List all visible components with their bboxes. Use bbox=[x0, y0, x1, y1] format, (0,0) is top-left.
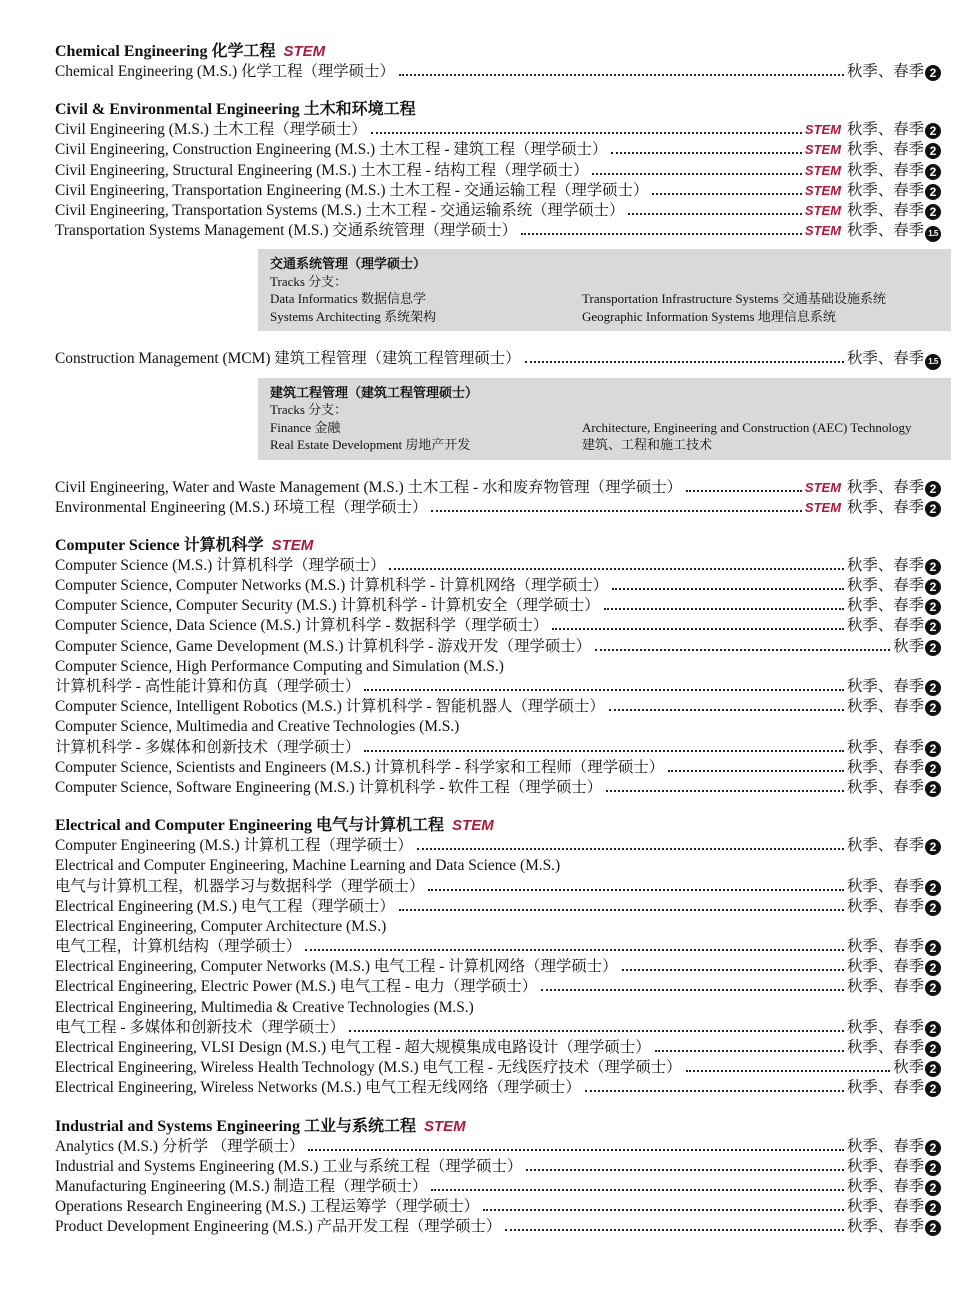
dot-leader bbox=[604, 608, 844, 610]
program-row: Computer Science, Data Science (M.S.) 计算机科学 - 数据科学（理学硕士） 秋季、春季 2 bbox=[55, 616, 941, 636]
duration-badge: 2 bbox=[925, 579, 941, 595]
stem-tag: STEM bbox=[271, 536, 314, 554]
program-row: 电气工程，计算机结构（理学硕士） 秋季、春季 2 bbox=[55, 937, 941, 957]
duration-badge: 2 bbox=[925, 1081, 941, 1097]
duration-badge: 2 bbox=[925, 839, 941, 855]
program-row: 电气与计算机工程，机器学习与数据科学（理学硕士） 秋季、春季 2 bbox=[55, 877, 941, 897]
tracks-box-construction: 建筑工程管理（建筑工程管理硕士） Tracks 分支： Finance 金融 Real Estate Development 房地产开发 Architecture, Engineering and Construction (AEC) Technology 建筑、工程和施工技术 bbox=[258, 378, 951, 460]
program-row: Civil Engineering, Transportation Systems (M.S.) 土木工程 - 交通运输系统（理学硕士） STEM 秋季、春季 2 bbox=[55, 201, 941, 221]
program-row: Transportation Systems Management (M.S.) 交通系统管理（理学硕士） STEM 秋季、春季 1.5 bbox=[55, 221, 941, 241]
program-row: Computer Engineering (M.S.) 计算机工程（理学硕士） 秋季、春季 2 bbox=[55, 836, 941, 856]
dot-leader bbox=[541, 989, 844, 991]
duration-badge: 2 bbox=[925, 781, 941, 797]
dot-leader bbox=[686, 1070, 891, 1072]
section-heading: Electrical and Computer Engineering 电气与计算机工程 STEM bbox=[55, 817, 494, 835]
program-row: Industrial and Systems Engineering (M.S.) 工业与系统工程（理学硕士） 秋季、春季 2 bbox=[55, 1157, 941, 1177]
dot-leader bbox=[505, 1229, 844, 1231]
duration-badge: 1.5 bbox=[925, 226, 941, 242]
duration-badge: 2 bbox=[925, 619, 941, 635]
duration-badge: 2 bbox=[925, 559, 941, 575]
program-list bbox=[55, 42, 941, 1256]
program-row: Computer Science, Software Engineering (M.S.) 计算机科学 - 软件工程（理学硕士） 秋季、春季 2 bbox=[55, 778, 941, 798]
dot-leader bbox=[431, 1189, 844, 1191]
stem-tag: STEM bbox=[804, 479, 842, 495]
stem-tag: STEM bbox=[804, 162, 842, 178]
dot-leader bbox=[521, 233, 802, 235]
dot-leader bbox=[364, 750, 844, 752]
dot-leader bbox=[305, 949, 844, 951]
stem-tag: STEM bbox=[804, 182, 842, 198]
dot-leader bbox=[628, 213, 801, 215]
dot-leader bbox=[371, 132, 802, 134]
dot-leader bbox=[609, 709, 844, 711]
duration-badge: 2 bbox=[925, 761, 941, 777]
program-row: Electrical Engineering, Computer Architecture (M.S.) bbox=[55, 917, 387, 935]
program-row: Computer Science, Computer Networks (M.S.) 计算机科学 - 计算机网络（理学硕士） 秋季、春季 2 bbox=[55, 576, 941, 596]
duration-badge: 2 bbox=[925, 204, 941, 220]
program-row: Electrical Engineering, Electric Power (M.S.) 电气工程 - 电力（理学硕士） 秋季、春季 2 bbox=[55, 977, 941, 997]
program-row: 计算机科学 - 高性能计算和仿真（理学硕士） 秋季、春季 2 bbox=[55, 677, 941, 697]
duration-badge: 2 bbox=[925, 1021, 941, 1037]
program-row: Chemical Engineering (M.S.) 化学工程（理学硕士） 秋季、春季 2 bbox=[55, 62, 941, 82]
program-row: Computer Science, Scientists and Engineers (M.S.) 计算机科学 - 科学家和工程师（理学硕士） 秋季、春季 2 bbox=[55, 758, 941, 778]
dot-leader bbox=[668, 770, 844, 772]
dot-leader bbox=[686, 490, 802, 492]
section-heading: Chemical Engineering 化学工程 STEM bbox=[55, 43, 326, 60]
program-row: Computer Science, High Performance Computing and Simulation (M.S.) bbox=[55, 657, 504, 675]
duration-badge: 2 bbox=[925, 640, 941, 656]
dot-leader bbox=[483, 1209, 844, 1211]
program-row: 电气工程 - 多媒体和创新技术（理学硕士） 秋季、春季 2 bbox=[55, 1018, 941, 1038]
stem-tag: STEM bbox=[804, 122, 842, 138]
duration-badge: 2 bbox=[925, 1140, 941, 1156]
stem-tag: STEM bbox=[423, 1117, 466, 1135]
section-heading: Industrial and Systems Engineering 工业与系统工程 STEM bbox=[55, 1117, 466, 1135]
duration-badge: 2 bbox=[925, 184, 941, 200]
duration-badge: 2 bbox=[925, 123, 941, 139]
program-row: 计算机科学 - 多媒体和创新技术（理学硕士） 秋季、春季 2 bbox=[55, 738, 941, 758]
dot-leader bbox=[525, 361, 844, 363]
duration-badge: 2 bbox=[925, 501, 941, 517]
stem-tag: STEM bbox=[452, 817, 494, 835]
program-row: Electrical Engineering, Wireless Health Technology (M.S.) 电气工程 - 无线医疗技术（理学硕士） 秋季 2 bbox=[55, 1058, 941, 1078]
duration-badge: 2 bbox=[925, 980, 941, 996]
duration-badge: 2 bbox=[925, 700, 941, 716]
program-row: Electrical Engineering, Wireless Networks (M.S.) 电气工程无线网络（理学硕士） 秋季、春季 2 bbox=[55, 1078, 941, 1098]
dot-leader bbox=[552, 628, 844, 630]
duration-badge: 2 bbox=[925, 880, 941, 896]
dot-leader bbox=[612, 588, 844, 590]
program-row: Civil Engineering, Water and Waste Management (M.S.) 土木工程 - 水和废弃物管理（理学硕士） STEM 秋季、春季 2 bbox=[55, 478, 941, 498]
duration-badge: 2 bbox=[925, 481, 941, 497]
dot-leader bbox=[389, 568, 844, 570]
duration-badge: 2 bbox=[925, 1220, 941, 1236]
program-row: Product Development Engineering (M.S.) 产品开发工程（理学硕士） 秋季、春季 2 bbox=[55, 1217, 941, 1237]
duration-badge: 2 bbox=[925, 1061, 941, 1077]
dot-leader bbox=[652, 193, 802, 195]
dot-leader bbox=[399, 74, 844, 76]
duration-badge: 2 bbox=[925, 741, 941, 757]
program-row: Electrical Engineering, Computer Networks (M.S.) 电气工程 - 计算机网络（理学硕士） 秋季、春季 2 bbox=[55, 957, 941, 977]
dot-leader bbox=[611, 152, 802, 154]
stem-tag: STEM bbox=[804, 223, 842, 239]
duration-badge: 2 bbox=[925, 1041, 941, 1057]
tracks-box-transportation: 交通系统管理（理学硕士） Tracks 分支： Data Informatics 数据信息学 Systems Architecting 系统架构 Transportation Infrastructure Systems 交通基础设施系统 Geographic Information Systems 地理信息系统 bbox=[258, 249, 951, 331]
program-row: Computer Science, Computer Security (M.S.) 计算机科学 - 计算机安全（理学硕士） 秋季、春季 2 bbox=[55, 596, 941, 616]
dot-leader bbox=[399, 909, 844, 911]
section-industrial-systems-engineering bbox=[55, 1117, 941, 1238]
section-electrical-computer-engineering bbox=[55, 816, 941, 1098]
duration-badge: 2 bbox=[925, 940, 941, 956]
program-row: Civil Engineering, Structural Engineering (M.S.) 土木工程 - 结构工程（理学硕士） STEM 秋季、春季 2 bbox=[55, 161, 941, 181]
section-heading: Computer Science 计算机科学 STEM bbox=[55, 536, 314, 554]
duration-badge: 2 bbox=[925, 680, 941, 696]
dot-leader bbox=[364, 689, 844, 691]
program-row: Electrical Engineering (M.S.) 电气工程（理学硕士） 秋季、春季 2 bbox=[55, 897, 941, 917]
program-row: Computer Science, Game Development (M.S.) 计算机科学 - 游戏开发（理学硕士） 秋季 2 bbox=[55, 637, 941, 657]
section-civil-environmental bbox=[55, 100, 941, 518]
dot-leader bbox=[428, 889, 844, 891]
duration-badge: 2 bbox=[925, 164, 941, 180]
program-row: Manufacturing Engineering (M.S.) 制造工程（理学硕士） 秋季、春季 2 bbox=[55, 1177, 941, 1197]
duration-badge: 2 bbox=[925, 960, 941, 976]
dot-leader bbox=[592, 173, 801, 175]
program-row: Civil Engineering (M.S.) 土木工程（理学硕士） STEM 秋季、春季 2 bbox=[55, 120, 941, 140]
duration-badge: 2 bbox=[925, 1160, 941, 1176]
program-row: Construction Management (MCM) 建筑工程管理（建筑工程管理硕士） 秋季、春季 1.5 bbox=[55, 349, 941, 369]
program-row: Computer Science, Intelligent Robotics (M.S.) 计算机科学 - 智能机器人（理学硕士） 秋季、春季 2 bbox=[55, 697, 941, 717]
program-row: Civil Engineering, Transportation Engineering (M.S.) 土木工程 - 交通运输工程（理学硕士） STEM 秋季、春季 2 bbox=[55, 181, 941, 201]
section-chemical-engineering bbox=[55, 42, 941, 82]
dot-leader bbox=[349, 1030, 844, 1032]
duration-badge: 2 bbox=[925, 143, 941, 159]
duration-badge: 2 bbox=[925, 65, 941, 81]
dot-leader bbox=[526, 1169, 844, 1171]
dot-leader bbox=[622, 969, 845, 971]
stem-tag: STEM bbox=[804, 202, 842, 218]
stem-tag: STEM bbox=[804, 142, 842, 158]
dot-leader bbox=[431, 510, 802, 512]
program-row: Operations Research Engineering (M.S.) 工程运筹学（理学硕士） 秋季、春季 2 bbox=[55, 1197, 941, 1217]
program-row: Computer Science, Multimedia and Creative Technologies (M.S.) bbox=[55, 718, 460, 736]
program-row: Computer Science (M.S.) 计算机科学（理学硕士） 秋季、春季 2 bbox=[55, 556, 941, 576]
program-row: Analytics (M.S.) 分析学 （理学硕士） 秋季、春季 2 bbox=[55, 1137, 941, 1157]
program-row: Electrical and Computer Engineering, Machine Learning and Data Science (M.S.) bbox=[55, 857, 561, 875]
program-row: Environmental Engineering (M.S.) 环境工程（理学硕士） STEM 秋季、春季 2 bbox=[55, 498, 941, 518]
duration-badge: 2 bbox=[925, 1200, 941, 1216]
section-heading: Civil & Environmental Engineering 土木和环境工程 bbox=[55, 101, 416, 119]
program-row: Civil Engineering, Construction Engineering (M.S.) 土木工程 - 建筑工程（理学硕士） STEM 秋季、春季 2 bbox=[55, 140, 941, 160]
dot-leader bbox=[417, 848, 844, 850]
program-row: Electrical Engineering, VLSI Design (M.S.) 电气工程 - 超大规模集成电路设计（理学硕士） 秋季、春季 2 bbox=[55, 1038, 941, 1058]
dot-leader bbox=[606, 790, 844, 792]
section-computer-science bbox=[55, 536, 941, 798]
program-row: Electrical Engineering, Multimedia & Creative Technologies (M.S.) bbox=[55, 998, 474, 1016]
stem-tag: STEM bbox=[283, 43, 326, 60]
duration-badge: 2 bbox=[925, 599, 941, 615]
duration-badge: 2 bbox=[925, 1180, 941, 1196]
dot-leader bbox=[595, 649, 890, 651]
dot-leader bbox=[655, 1050, 844, 1052]
duration-badge: 1.5 bbox=[925, 354, 941, 370]
dot-leader bbox=[308, 1149, 844, 1151]
dot-leader bbox=[585, 1090, 844, 1092]
stem-tag: STEM bbox=[804, 499, 842, 515]
duration-badge: 2 bbox=[925, 900, 941, 916]
